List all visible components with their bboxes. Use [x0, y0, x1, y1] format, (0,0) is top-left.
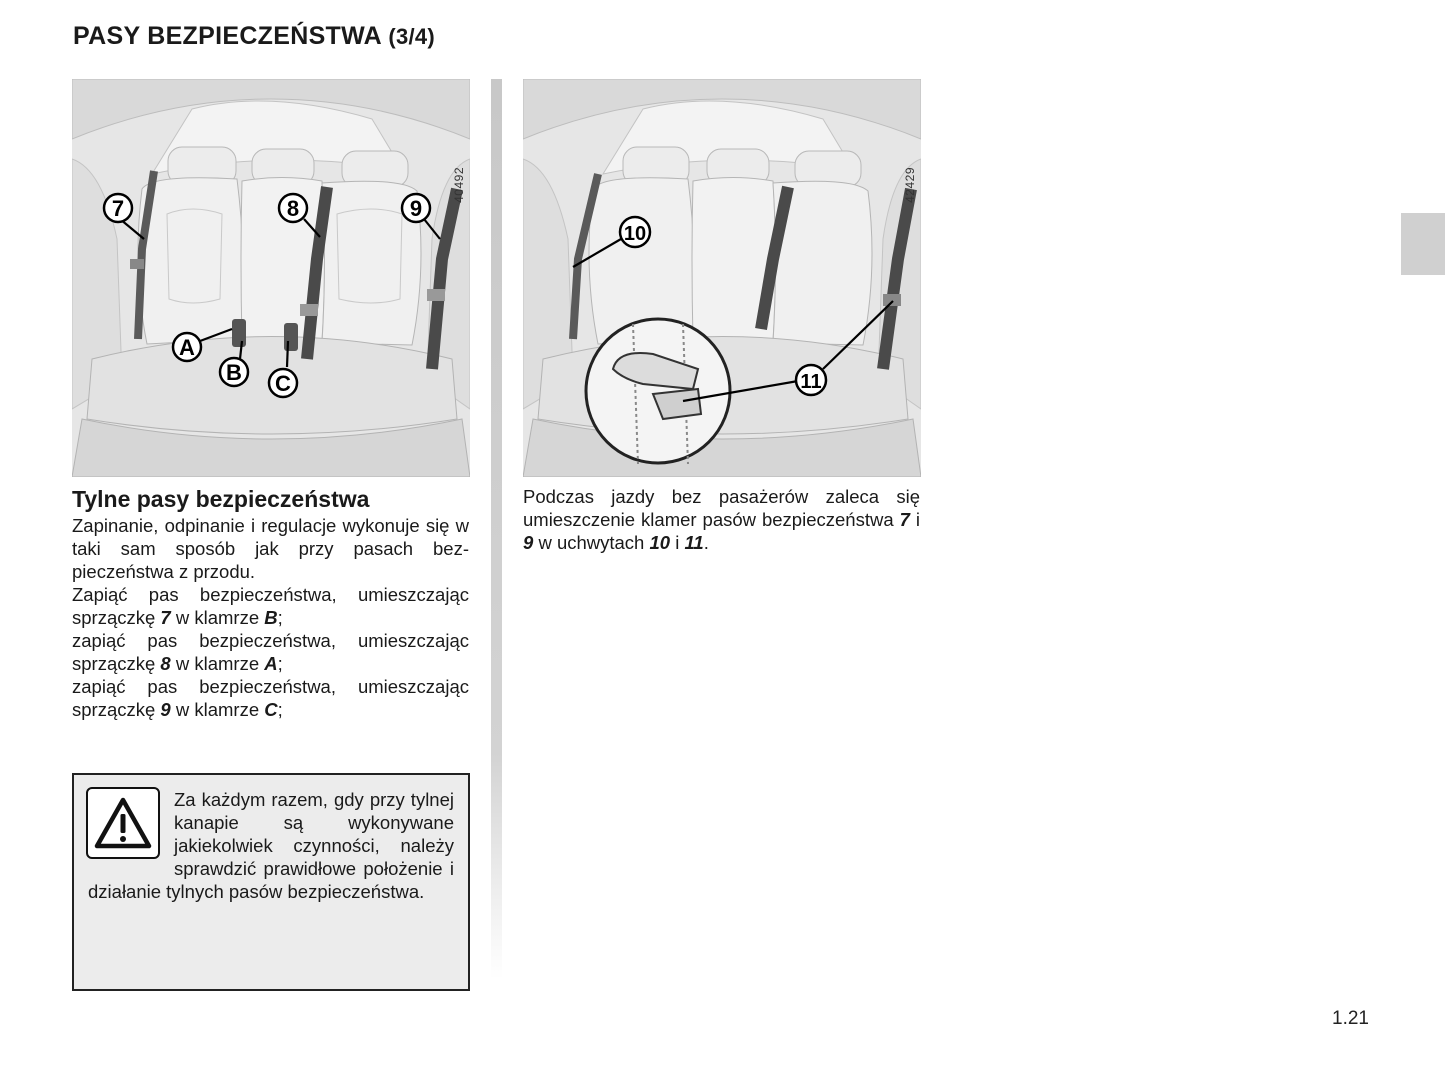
section-title: Tylne pasy bezpieczeństwa — [72, 486, 370, 512]
instruction-step-3: zapiąć pas bezpieczeństwa, umieszczając sprzączkę 9 w klamrze C; — [72, 676, 469, 720]
holders-paragraph: Podczas jazdy bez pasażerów zaleca się umieszczenie klamer pasów bezpieczeństwa 7 i 9 w uchwytach 10 i 11. — [523, 486, 921, 553]
page-title — [73, 22, 435, 51]
rear-seat-drawing-left — [72, 79, 470, 477]
detail-magnifier — [586, 319, 730, 464]
callout-8 — [279, 194, 307, 222]
callout-C — [269, 369, 297, 397]
callout-11 — [796, 365, 826, 395]
callout-9 — [402, 194, 430, 222]
callout-A — [173, 333, 201, 361]
page-number: 1.21 — [1332, 1008, 1369, 1029]
instruction-step-2: zapiąć pas bezpieczeństwa, umieszczając sprzączkę 8 w klamrze A; — [72, 630, 469, 674]
svg-text:B: B — [226, 360, 242, 385]
svg-text:8: 8 — [286, 196, 300, 221]
figure-reference-number: 40492 — [452, 167, 466, 203]
svg-text:C: C — [275, 371, 291, 396]
svg-text:11: 11 — [800, 371, 822, 393]
column-divider — [491, 79, 502, 979]
warning-box — [72, 773, 470, 991]
instruction-step-1: Zapiąć pas bezpieczeństwa, umieszczając sprzączkę 7 w klamrze B; — [72, 584, 469, 628]
figure-reference-number: 42429 — [903, 167, 917, 203]
chapter-tab — [1401, 213, 1445, 275]
rear-seat-drawing-right — [523, 79, 921, 477]
right-column-text — [523, 485, 920, 554]
intro-paragraph: Zapinanie, odpinanie i regulacje wykonuje się w taki sam sposób jak przy pasach bezpieczeństwa z przodu. — [72, 515, 469, 582]
callout-10 — [620, 217, 650, 247]
callout-7 — [104, 194, 132, 222]
svg-text:A: A — [179, 335, 195, 360]
page-title-part: (3/4) — [388, 24, 436, 49]
svg-text:7: 7 — [111, 196, 125, 221]
left-column-text — [72, 485, 469, 721]
page-title-text: PASY BEZPIECZEŃSTWA — [73, 22, 382, 50]
callout-B — [220, 358, 248, 386]
warning-triangle-icon — [86, 787, 160, 859]
rear-seat-illustration-holders — [523, 79, 921, 477]
rear-seat-illustration-belts — [72, 79, 470, 477]
svg-text:9: 9 — [409, 196, 423, 221]
warning-text: Za każdym razem, gdy przy tylnej kanapie są wykonywane jakiekolwiek czynności, należy sprawdzić prawidłowe położenie i działanie tylnych pasów bezpieczeństwa. — [88, 789, 454, 902]
svg-text:10: 10 — [623, 223, 647, 245]
